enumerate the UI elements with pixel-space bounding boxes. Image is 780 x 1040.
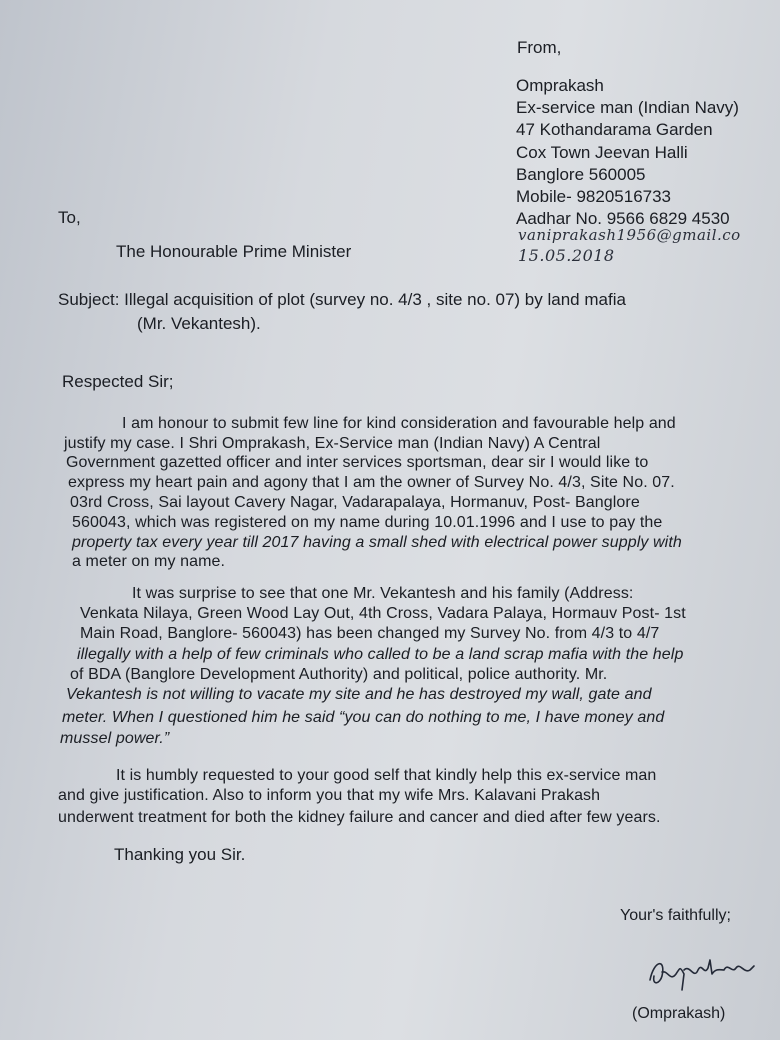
p1-line: 03rd Cross, Sai layout Cavery Nagar, Vadarapalaya, Hormanuv, Post- Banglore	[70, 494, 640, 511]
p2-line: illegally with a help of few criminals who called to be a land scrap mafia with the help	[77, 646, 684, 663]
p3-line: underwent treatment for both the kidney failure and cancer and died after few years.	[58, 809, 661, 826]
to-label: To,	[58, 208, 81, 227]
p2-line: Venkata Nilaya, Green Wood Lay Out, 4th Cross, Vadara Palaya, Hormauv Post- 1st	[80, 605, 686, 622]
sender-address-2: Cox Town Jeevan Halli	[516, 143, 688, 162]
p2-line: Main Road, Banglore- 560043) has been changed my Survey No. from 4/3 to 4/7	[80, 625, 660, 642]
p2-line: meter. When I questioned him he said “you can do nothing to me, I have money and	[62, 709, 665, 726]
letter-date: 15.05.2018	[518, 246, 615, 265]
p2-line: mussel power.”	[60, 730, 170, 747]
p2-line: It was surprise to see that one Mr. Vekantesh and his family (Address:	[132, 585, 634, 602]
sender-aadhar: Aadhar No. 9566 6829 4530	[516, 209, 730, 228]
p1-line: property tax every year till 2017 having a small shed with electrical power supply with	[72, 534, 682, 551]
from-label: From,	[517, 38, 562, 57]
sender-title: Ex-service man (Indian Navy)	[516, 98, 739, 117]
p1-line: a meter on my name.	[72, 553, 226, 570]
p1-line: Government gazetted officer and inter services sportsman, dear sir I would like to	[66, 454, 649, 471]
sender-city: Banglore 560005	[516, 165, 646, 184]
sender-mobile: Mobile- 9820516733	[516, 187, 672, 206]
p1-line: express my heart pain and agony that I am the owner of Survey No. 4/3, Site No. 07.	[68, 474, 675, 491]
subject-line-2: (Mr. Vekantesh).	[137, 314, 261, 333]
p1-line: justify my case. I Shri Omprakash, Ex-Service man (Indian Navy) A Central	[64, 435, 601, 452]
sender-name: Omprakash	[516, 76, 604, 95]
handwritten-signature	[640, 940, 770, 1000]
p1-line: I am honour to submit few line for kind consideration and favourable help and	[122, 415, 676, 432]
p3-line: It is humbly requested to your good self that kindly help this ex-service man	[116, 767, 657, 784]
p3-line: and give justification. Also to inform you that my wife Mrs. Kalavani Prakash	[58, 787, 601, 804]
sender-email: vaniprakash1956@gmail.co	[518, 226, 741, 244]
salutation: Respected Sir;	[62, 372, 174, 391]
closing: Thanking you Sir.	[114, 845, 246, 864]
subject-line-1: Subject: Illegal acquisition of plot (survey no. 4/3 , site no. 07) by land mafia	[58, 290, 626, 309]
p2-line: of BDA (Banglore Development Authority) and political, police authority. Mr.	[70, 666, 608, 683]
p2-line: Vekantesh is not willing to vacate my site and he has destroyed my wall, gate and	[66, 686, 652, 703]
signature-name: (Omprakash)	[632, 1005, 726, 1022]
sign-off: Your's faithfully;	[620, 907, 731, 924]
p1-line: 560043, which was registered on my name during 10.01.1996 and I use to pay the	[72, 514, 663, 531]
sender-address-1: 47 Kothandarama Garden	[516, 120, 713, 139]
recipient: The Honourable Prime Minister	[116, 242, 352, 261]
